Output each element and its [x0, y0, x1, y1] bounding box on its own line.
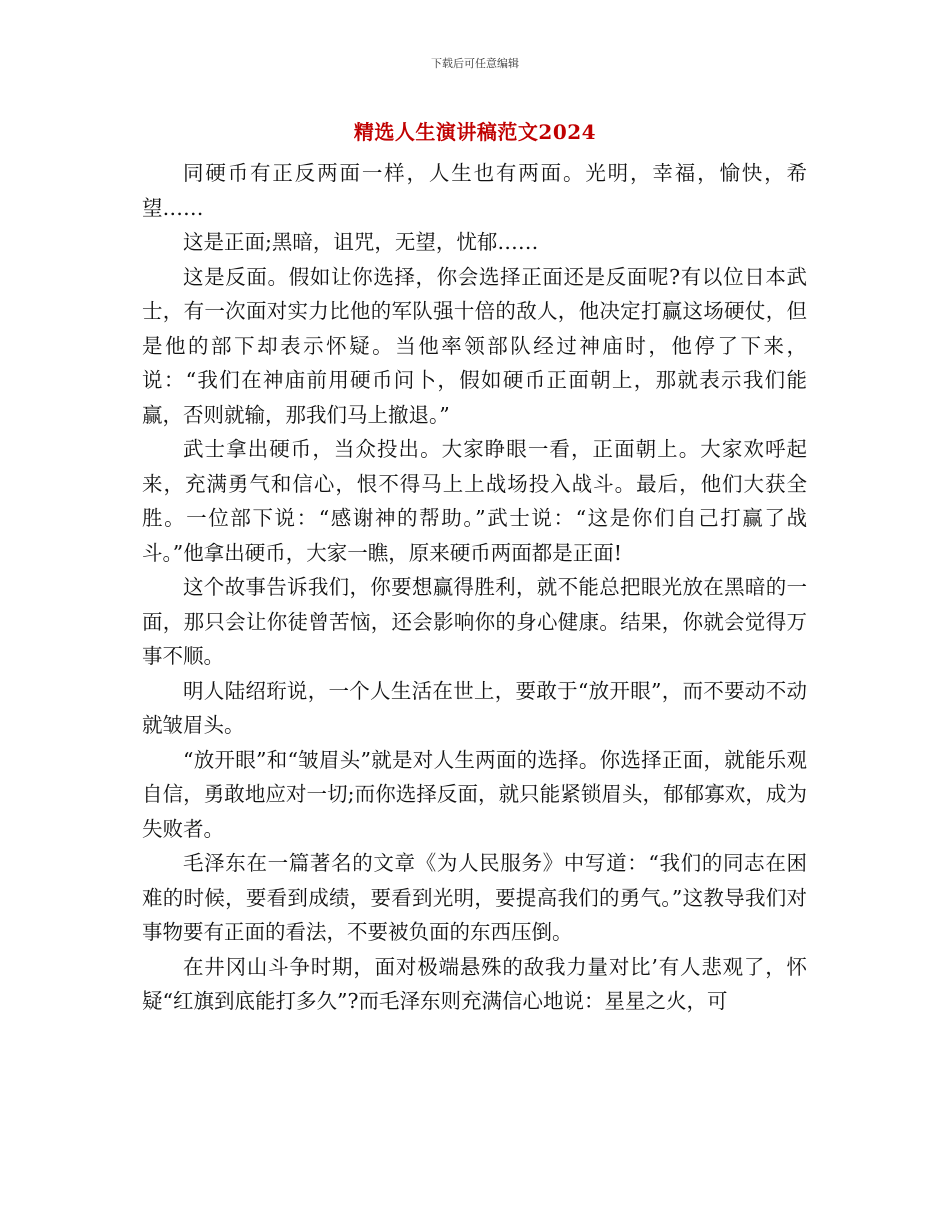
header-note: 下载后可任意编辑: [431, 57, 519, 70]
document-body: [142, 156, 807, 1019]
paragraph: 这是正面;黑暗，诅咒，无望，忧郁……: [183, 230, 539, 254]
paragraph: 这个故事告诉我们，你要想赢得胜利，就不能总把眼光放在黑暗的一面，那只会让你徒曾苦恼，还会影响你的身心健康。结果，你就会觉得万事不顺。: [142, 575, 807, 668]
paragraph: 这是反面。假如让你选择，你会选择正面还是反面呢?有以位日本武士，有一次面对实力比他的军队强十倍的敌人，他决定打赢这场硬仗，但是他的部下却表示怀疑。当他率领部队经过神庙时，他停了下来，说：“我们在神庙前用硬币问卜，假如硬币正面朝上，那就表示我们能赢，否则就输，那我们马上撤退。”: [142, 264, 807, 427]
paragraph: 同硬币有正反两面一样，人生也有两面。光明，幸福，愉快，希望……: [142, 161, 807, 220]
paragraph: 毛泽东在一篇著名的文章《为人民服务》中写道：“我们的同志在困难的时候，要看到成绩，要看到光明，要提高我们的勇气。”这教导我们对事物要有正面的看法，不要被负面的东西压倒。: [142, 851, 807, 944]
document-title: 精选人生演讲稿范文2024: [353, 120, 597, 144]
paragraph: 在井冈山斗争时期，面对极端悬殊的敌我力量对比’有人悲观了，怀疑“红旗到底能打多久”?而毛泽东则充满信心地说：星星之火，可: [142, 954, 807, 1013]
paragraph: 明人陆绍珩说，一个人生活在世上，要敢于“放开眼”，而不要动不动就皱眉头。: [142, 678, 807, 737]
paragraph: “放开眼”和“皱眉头”就是对人生两面的选择。你选择正面，就能乐观自信，勇敢地应对一切;而你选择反面，就只能紧锁眉头，郁郁寡欢，成为失败者。: [142, 747, 807, 841]
paragraph: 武士拿出硬币，当众投出。大家睁眼一看，正面朝上。大家欢呼起来，充满勇气和信心，恨不得马上上战场投入战斗。最后，他们大获全胜。一位部下说：“感谢神的帮助。”武士说：“这是你们自己打赢了战斗。”他拿出硬币，大家一瞧，原来硬币两面都是正面!: [142, 437, 807, 565]
